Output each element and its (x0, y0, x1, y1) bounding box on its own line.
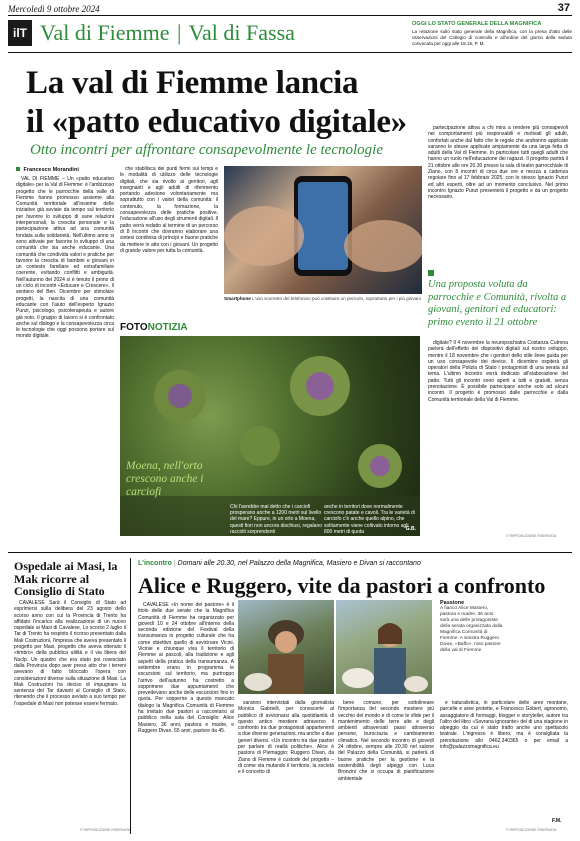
main-article-col1 (16, 176, 114, 544)
alice-kicker-label: L'incontro (138, 560, 172, 567)
alice-side-caption-title: Passione (440, 600, 465, 606)
fotonotizia-label (120, 322, 188, 333)
fotonotizia-col1: Chi l'avrebbe mai detto che i carciofi prosperano anche a 1200 metri sul livello del mare? Eppure, in un orto a Moena, questi fiori non ancora dischiusi, regalano raccolti sorprendenti (230, 504, 322, 535)
fotonotizia-label-2: NOTIZIA (147, 322, 188, 333)
alice-kicker (138, 560, 421, 567)
smartphone-caption (224, 296, 422, 302)
alice-col1 (138, 602, 234, 824)
section-separator: | (177, 20, 182, 45)
alice-initials: F.M. (552, 818, 562, 824)
section-val-di-fiemme: Val di Fiemme (40, 20, 170, 45)
fotonotizia-label-1: FOTO (120, 322, 148, 333)
alice-col2-text: saranno intervistati dalla giornalista Monica Gabrielli, per conoscerle al pubblico di avvicinarsi alla quotidianità di questo antico mestiere attraverso il confronto tra due protagonisti appartenenti a due diverse generazioni, ma anche a due generi diversi. «Un incontro tra due pastori per parlare di realtà politiche». Alice è pastora di Piemaggio; Ruggero Divan, da Ziano di Fiemme è custode del progetto – di come sta mutando il territorio, la società e il concetto di (238, 700, 334, 776)
main-article-col3-text: partecipazione attiva a chi mira a rendere più consapevoli nei comportamenti più responsabili e motivati gli adulti, confortati anche dal fatto che le regole che andranno applicate saranno le stesse applicate ampiamente da una larga fetta di adulti della Val di Fiemme. In particolare tutti quegli adulti che hanno un ruolo nell'educazione dei ragazzi. Il progetto partirà il 21 ottobre alle ore 20.30 presso la sala di teatro parrocchiale di Ziano, con 8 incontri di circa due ore e mezza a cadenza regolare fino al 17 febbraio 2025, con lo stesso Ignazio Punzi ed altri esperti, oltre ad un momento conclusivo. Nel primo incontro Ignazio Punzi presenterà il progetto e da un progetto necessario. (428, 125, 568, 201)
masthead-bottom-rule (8, 52, 572, 53)
artichoke-photo (120, 336, 420, 536)
section-divider (8, 552, 572, 553)
section-title (40, 20, 295, 46)
alice-kicker-sep: | (173, 560, 178, 567)
alice-col2 (238, 700, 334, 824)
ruggero-photo (238, 600, 334, 694)
main-article-credit: © RIPRODUZIONE RISERVATA (506, 534, 557, 538)
author-name: Francesco Morandini (23, 167, 79, 173)
alice-credit: © RIPRODUZIONE RISERVATA (506, 828, 557, 832)
smartphone-caption-label: Smartphone (224, 296, 251, 301)
page-date: Mercoledì 9 ottobre 2024 (8, 4, 100, 14)
vertical-divider (130, 558, 131, 834)
fotonotizia-title: Moena, nell'orto crescono anche i carciofi (126, 460, 204, 498)
masi-body-text: CAVALESE Sarà il Consiglio di Stato ad esprimersi sulla delibera del 23 agosto dello scorso anno con cui la Provincia di Trento ha affidato l'incarico alla realizzazione di un nuovo ospedale ai Masi di Cavalese. Lo scorso 2 luglio il Tar di Trento ha respinto il ricorso presentato dalla Mak Costruzioni, l'impresa che aveva presentato il progetto per Masi, progetto che aveva ottenuto il «timbro» della pubblica utilità e il via libera del Nuclp. Un quadro che era stato poi rovesciato dalla Provincia dopo aver preso atto che i terreni avevano di fatto bloccato l'opera con considerazioni diverse sulla situazione di Masi. La Mak Costruzioni ha deciso di impugnare la sentenza del Tar davanti al Consiglio di Stato, ritenendo che il processo avviato a suo tempo per l'ospedale di Masi non potesse essere fermato. (14, 600, 126, 707)
main-headline-line2: il «patto educativo digitale» (26, 104, 407, 140)
notice-box (412, 21, 572, 46)
masi-body (14, 600, 126, 826)
main-article-col2 (120, 166, 218, 268)
ruggero-illustration (238, 600, 334, 694)
smartphone-illustration (224, 166, 422, 294)
alice-col4-text: e naturalistica, in particolare delle aree montane, parcelle e aree protette, e Francesco Gobert, agronomo, assaggiatore di formaggi, blogger e storyteller, autore tra l'altro del libro «Sovrana ignorante» del di una stagione in alpeggio da cui è stato tratto anche uno spettacolo teatrale. L'ingresso è libero, ma è consigliata la prenotazione allo 0462.340365 o per email a info@palazzomagnifica.eu (440, 700, 568, 751)
smartphone-caption-text: L'uso scorretto del telefonino può costituire un pericolo, soprattutto per i più giovani (252, 296, 421, 301)
main-article-col4-text: digitale? Il 4 novembre la neuropsichiatra Costanza Cutrona parlerà dell'effetto dei dispositivi digitali sul nostro sviluppo, mentre il 18 novembre che i genitori dello stile linee guida per un uso consapevole dei device. Il dicembre ospiterà gli operatori della Polizia di Stato i protagonisti di una serata sul tema. L'ultimo incontro verrà dedicato all'elaborazione del patto. Tutti gli incontri sono aperti a tutti e gratuiti, senza prenotazione. È possibile partecipare anche solo ad alcuni incontri. Il progetto è promosso dalle parrocchie e dalla Comunità territoriale della Val di Fiemme. (428, 340, 568, 403)
fotonotizia-initials: G.B. (405, 526, 416, 532)
author-icon (16, 167, 20, 171)
section-val-di-fassa: Val di Fassa (188, 20, 295, 45)
notice-title: OGGI LO STATO GENERALE DELLA MAGNIFICA (412, 21, 542, 27)
alice-photo (336, 600, 432, 694)
main-article-col3 (428, 125, 568, 265)
alice-side-caption (440, 600, 504, 654)
notice-text: La relazione sullo stato generale della Magnifica, con la presa d'atto delle osservazioni del Collegio di controllo e all'ordine del giorno della seduta convocata per oggi alle 18.15, P. M. (412, 29, 572, 46)
alice-headline: Alice e Ruggero, vite da pastori a confronto (138, 573, 546, 598)
main-headline-line1: La val di Fiemme lancia (26, 65, 359, 101)
pullquote-text: Una proposta voluta da parrocchie e Comunità, rivolta a giovani, genitori ed educatori: primo evento il 21 ottobre (428, 279, 567, 328)
pullquote-icon (428, 270, 434, 276)
logo-text: ilT (13, 26, 27, 40)
alice-col1-text: CAVALESE «In nome del pastore» è il titolo delle due serate che la Magnifica Comunità di Fiemme ha organizzato per giovedì 10 e 24 ottobre all'interno della seconda edizione del Festival della transumanza in progetto culturale che ha come obiettivo quello di avvicinare Vicini, Vicinie e chiunque viva il territorio di Fiemme ai pascoli, alla tradizione e agli aspetti della pratica della transumanza. A settembre erano in programma le escursioni sul territorio, ma purtroppo l'arrivo dell'autunno ha costretto a sopprimere due appuntamenti che prevedevano anche delle escursioni fino in quota. Per sopperire a questo mancato dialogo la Magnifica Comunità di Fiemme ha invitato due pastori a raccontarsi al pubblico nella sala del Consiglio: Alice Masiero, 36 anni, pastora e madre, e Ruggero Divan, 65 anni, pastore da 45. (138, 602, 234, 734)
alice-col4 (440, 700, 568, 818)
newspaper-logo (8, 20, 32, 46)
page-number: 37 (557, 2, 570, 14)
main-article-col1-text: VAL DI FIEMME – Un «patto educativo digitale» per la Val di Fiemme: è l'ambizioso progetto che le parrocchie della valle di Fiemme hanno promosso assieme alla Comunità territoriale all'insieme delle iniziative già avviate da tempo sul territorio per favorire lo sviluppo di sane relazioni interpersonali, la crescita personale e la partecipazione attiva ad una comunità fondata sulla solidarietà. Nell'ultimo anno si sono attivate per favorire lo sviluppo di una comunità che sia anche educante. Una comunità che condivida valori e pratiche per favorire la crescita di bambini e giovani in un contesto familiare ed extrafamiliare coerente, evitando conflitti e ambiguità. Nell'autunno del 2024 si è tenuto il primo di un ciclo di incontri «Educare e Crescere». Il sentiero del Ben. Dicembre per stimolare progetti, la nascita di una comunità educante con l'aiuto dell'esperto Ignazio Punzi, psicologo, psicoterapeuta e autore già noto. Il gruppo di lavoro si è confrontato anche sul dialogo e la consapevolezza circa le tecnologie che oggi possono portare sul mondo digitale. (16, 176, 114, 340)
top-rule (8, 15, 572, 16)
alice-col3 (338, 700, 434, 824)
pullquote (428, 270, 568, 329)
masi-headline: Ospedale ai Masi, la Mak ricorre al Consiglio di Stato (14, 559, 118, 598)
alice-illustration (336, 600, 432, 694)
author-line (16, 167, 79, 173)
alice-col3-text: bene comune, per sottolineare l'importanza del secondo mestiere più vecchio del mondo e di come le sfide per il mantenimento delle terre alte e degli ambienti attraversati passi attraverso persone, burocrazia e cambiamento climatico. Nel secondo incontro di giovedì 24 ottobre, sempre alle 20.30 nel salone del Palazzo della Comunità, si parlerà di buone pratiche per la gestione e la sostenibilità degli alpeggi con Luca Bronzini che si occupa di pianificazione ambientale (338, 700, 434, 782)
masi-credit: © RIPRODUZIONE RISERVATA (80, 828, 131, 832)
alice-kicker-text: Domani alle 20.30, nel Palazzo della Magnifica, Masiero e Divan si raccontano (177, 560, 421, 567)
alice-side-caption-text: A fianco Alice Masiero, pastora e madre, 36 anni: sarà una delle protagoniste della serata organizzata dalla Magnifica Comunità di Fiemme. A sinistra Ruggero Divan, «Baffo», noto pastore della val di Fiemme (440, 606, 503, 653)
fotonotizia-col2: anche in territori dove normalmente crescono patate e cavoli. Tra le varietà di carciofo c'è anche quello alpino, che solitamente viene coltivato intorno agli 800 metri di quota (324, 504, 415, 535)
main-article-col2-text: che stabilisca dei punti fermi sui tempi e le modalità di utilizzo delle tecnologie digitali, che sia rivolto ai genitori, agli insegnanti e agli adulti di riferimento portando adesione volontariamente ma soprattutto con i valori della comunità: il contenuto, la formazione, la consapevolezza delle pratiche positive, l'educazione all'uso degli strumenti digitali. Il patto verrà redatto al termine di un percorso di 8 incontri che dovranno elaborare una sintesi condivisa di principi e buone pratiche da mettere in atto con i giovani. Un progetto di grande valore per tutta la comunità. (120, 166, 218, 254)
main-subheadline: Otto incontri per affrontare consapevolmente le tecnologie (30, 142, 383, 158)
smartphone-photo (224, 166, 422, 294)
main-article-col4 (428, 340, 568, 532)
